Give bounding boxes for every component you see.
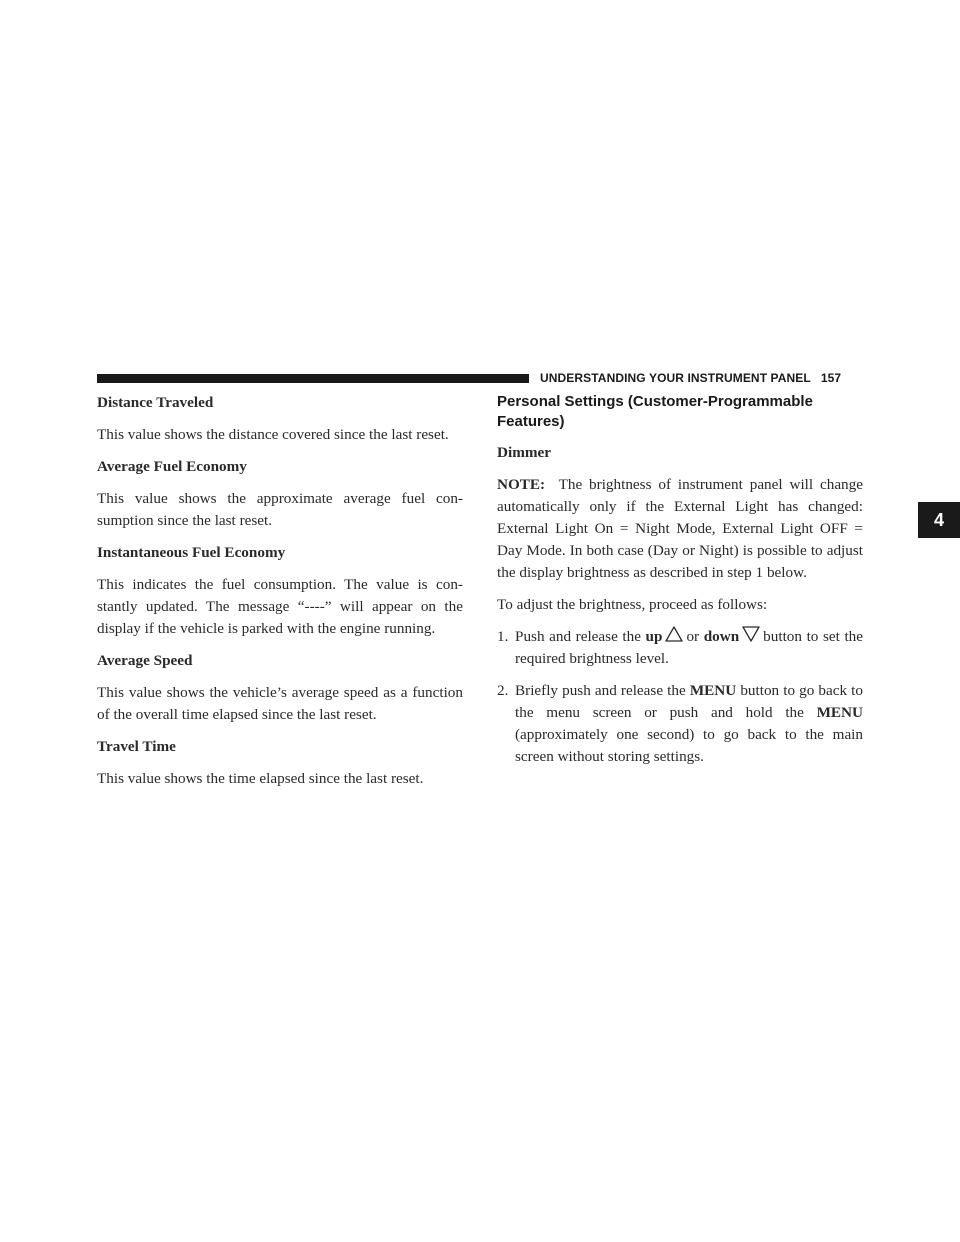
right-column	[497, 392, 863, 768]
list-item	[497, 626, 863, 670]
step-text: button to set the required brightness level.	[515, 628, 863, 667]
header-title: UNDERSTANDING YOUR INSTRUMENT PANEL	[540, 371, 811, 385]
section-body: This indicates the fuel consumption. The value is con- stantly updated. The message “----” will appear on the display if the vehicle is parked with the engine running.	[97, 576, 463, 637]
step-number: 2.	[497, 682, 509, 699]
step-text: Briefly push and release the	[515, 682, 686, 699]
list-item	[497, 680, 863, 768]
down-triangle-icon	[742, 626, 760, 642]
step-text: (approximately one second) to go back to the main screen without storing settings.	[515, 726, 863, 765]
page-number: 157	[820, 371, 842, 385]
note-text: The brightness of instrument panel will change automatically only if the External Light has changed: External Light On = Night Mode, External Light OFF = Day Mode. In both case (Day or Night) is possible to adjust the display brightness as described in step 1 below.	[497, 476, 863, 581]
or-text: or	[686, 628, 700, 645]
header-rule	[97, 374, 529, 383]
section-heading: Average Speed	[97, 652, 193, 669]
section-body: This value shows the distance covered since the last reset.	[97, 426, 449, 443]
step-text: button to go back to the menu screen or push and hold the	[515, 682, 863, 721]
note-paragraph	[497, 474, 863, 584]
note-label: NOTE:	[497, 476, 546, 493]
intro-text: To adjust the brightness, proceed as follows:	[497, 596, 768, 613]
step-number: 1.	[497, 628, 509, 645]
menu-label: MENU	[816, 704, 863, 721]
down-label: down	[703, 628, 740, 645]
chapter-tab: 4	[918, 502, 960, 538]
section-heading: Average Fuel Economy	[97, 458, 247, 475]
section-heading: Instantaneous Fuel Economy	[97, 544, 286, 561]
section-body: This value shows the vehicle’s average speed as a function of the overall time elapsed since the last reset.	[97, 684, 463, 723]
up-triangle-icon	[665, 626, 683, 642]
section-body: This value shows the time elapsed since the last reset.	[97, 770, 424, 787]
steps-list	[497, 626, 863, 768]
section-title: Personal Settings (Customer-Programmable Features)	[497, 393, 813, 430]
running-header	[540, 371, 862, 385]
left-column	[97, 392, 463, 790]
menu-label: MENU	[689, 682, 737, 699]
step-text: Push and release the	[515, 628, 641, 645]
section-heading: Travel Time	[97, 738, 176, 755]
up-label: up	[645, 628, 663, 645]
section-heading: Distance Traveled	[97, 394, 214, 411]
subheading-dimmer: Dimmer	[497, 444, 551, 461]
section-body: This value shows the approximate average fuel con- sumption since the last reset.	[97, 490, 463, 529]
